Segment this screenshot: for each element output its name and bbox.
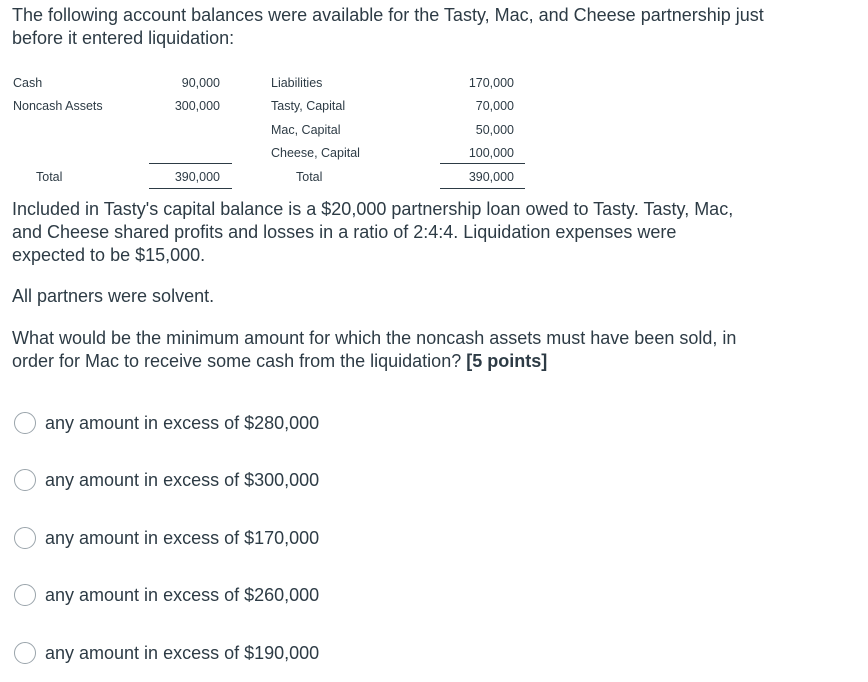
cash-amount: 90,000 (181, 76, 220, 90)
cheese-capital-label: Cheese, Capital (271, 146, 360, 160)
answer-option-5[interactable] (14, 640, 319, 666)
radio-button[interactable] (14, 469, 36, 491)
left-total-rule-bottom (149, 188, 232, 189)
mac-capital-amount: 50,000 (475, 123, 514, 137)
right-total-label: Total (296, 170, 323, 184)
radio-button[interactable] (14, 584, 36, 606)
question-paragraph (12, 327, 742, 373)
answer-option-4[interactable] (14, 582, 319, 608)
left-total-label: Total (36, 170, 63, 184)
answer-option-label: any amount in excess of $190,000 (45, 642, 320, 663)
solvent-paragraph: All partners were solvent. (12, 286, 215, 306)
right-total-rule-top (440, 163, 525, 164)
liabilities-label: Liabilities (271, 76, 323, 90)
answer-option-label: any amount in excess of $280,000 (45, 412, 320, 433)
noncash-assets-label: Noncash Assets (13, 99, 103, 113)
answer-option-2[interactable] (14, 467, 319, 493)
answer-option-label: any amount in excess of $300,000 (45, 469, 320, 490)
liabilities-amount: 170,000 (468, 76, 514, 90)
loan-paragraph: Included in Tasty's capital balance is a $20,000 partnership loan owed to Tasty. Tasty, Mac, and Cheese shared profits and losses in a ratio of 2:4:4. Liquidation expenses were expected to be $15,000. (12, 199, 734, 265)
right-total-amount: 390,000 (468, 170, 514, 184)
answer-option-1[interactable] (14, 410, 319, 436)
tasty-capital-label: Tasty, Capital (271, 99, 346, 113)
radio-button[interactable] (14, 412, 36, 434)
intro-paragraph: The following account balances were available for the Tasty, Mac, and Cheese partnership just before it entered liquidation: (12, 5, 764, 48)
left-total-rule-top (149, 163, 232, 164)
points-label: [5 points] (466, 351, 548, 371)
mac-capital-label: Mac, Capital (271, 123, 341, 137)
question-text: What would be the minimum amount for which the noncash assets must have been sold, in order for Mac to receive some cash from the liquidation? (12, 328, 737, 371)
radio-button[interactable] (14, 642, 36, 664)
cheese-capital-amount: 100,000 (468, 146, 514, 160)
cash-label: Cash (13, 76, 43, 90)
answer-option-label: any amount in excess of $170,000 (45, 527, 320, 548)
radio-button[interactable] (14, 527, 36, 549)
right-total-rule-bottom (440, 188, 525, 189)
left-total-amount: 390,000 (174, 170, 220, 184)
answer-option-label: any amount in excess of $260,000 (45, 584, 320, 605)
answer-option-3[interactable] (14, 525, 319, 551)
tasty-capital-amount: 70,000 (475, 99, 514, 113)
noncash-assets-amount: 300,000 (174, 99, 220, 113)
